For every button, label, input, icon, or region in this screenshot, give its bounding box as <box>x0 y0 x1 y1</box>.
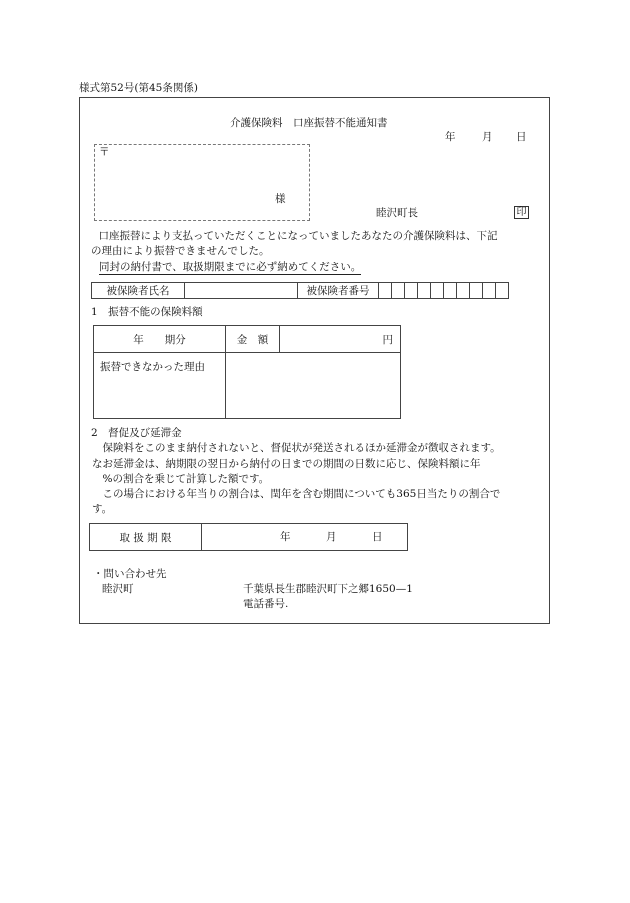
amount-table <box>93 325 401 419</box>
honorific: 様 <box>275 193 286 205</box>
number-box <box>496 283 509 299</box>
contact-address: 千葉県長生郡睦沢町下之郷1650—1 <box>243 583 413 595</box>
reason-field <box>226 353 401 419</box>
insured-id-table <box>91 282 509 299</box>
deadline-table <box>89 523 408 551</box>
amount-label: 金 額 <box>226 326 280 353</box>
contact-heading: ・問い合わせ先 <box>93 568 167 580</box>
section2-p2-line2: す。 <box>92 503 113 515</box>
insured-name-label: 被保険者氏名 <box>92 283 185 299</box>
deadline-year: 年 <box>280 531 291 543</box>
section2-p2-line1: この場合における年当りの割合は、閏年を含む期間についても365日当たりの割合で <box>92 488 501 500</box>
section2-p1-line2: なお延滞金は、納期限の翌日から納付の日までの期間の日数に応じ、保険料額に年 <box>92 458 481 470</box>
number-box <box>405 283 418 299</box>
deadline-date <box>202 524 408 551</box>
number-box <box>431 283 444 299</box>
deadline-label: 取 扱 期 限 <box>90 524 202 551</box>
number-box <box>483 283 496 299</box>
contact-phone: 電話番号. <box>243 598 289 610</box>
number-box <box>457 283 470 299</box>
date-month: 月 <box>482 131 493 143</box>
intro-notice: 同封の納付書で、取扱期限までに必ず納めてください。 <box>99 261 362 273</box>
date-year: 年 <box>445 131 456 143</box>
seal-mark: 印 <box>514 206 529 219</box>
number-box <box>470 283 483 299</box>
form-number: 様式第52号(第45条関係) <box>79 82 198 94</box>
postal-mark: 〒 <box>99 146 110 158</box>
number-box <box>379 283 392 299</box>
deadline-month: 月 <box>326 531 337 543</box>
issuer-name: 睦沢町長 <box>376 207 418 219</box>
contact-org: 睦沢町 <box>102 583 134 595</box>
insured-number-label: 被保険者番号 <box>298 283 379 299</box>
intro-line1: 口座振替により支払っていただくことになっていましたあなたの介護保険料は、下記 <box>88 230 498 242</box>
period-label: 年 期分 <box>94 326 226 353</box>
date-day: 日 <box>516 131 527 143</box>
number-box <box>444 283 457 299</box>
intro-line2: の理由により振替できませんでした。 <box>91 245 270 257</box>
page-title: 介護保険料 口座振替不能通知書 <box>230 117 388 129</box>
section2-p1-line1: 保険料をこのまま納付されないと、督促状が発送されるほか延滞金が徴収されます。 <box>92 442 501 454</box>
deadline-day: 日 <box>372 531 383 543</box>
reason-label: 振替できなかった理由 <box>94 353 226 419</box>
address-box <box>94 144 310 221</box>
amount-yen: 円 <box>280 326 401 353</box>
section1-heading: 1 振替不能の保険料額 <box>91 306 203 318</box>
number-box <box>392 283 405 299</box>
section2-heading: 2 督促及び延滞金 <box>91 427 182 439</box>
insured-name-field <box>185 283 298 299</box>
section2-p1-line3: %の割合を乗じて計算した額です。 <box>92 473 270 485</box>
number-box <box>418 283 431 299</box>
